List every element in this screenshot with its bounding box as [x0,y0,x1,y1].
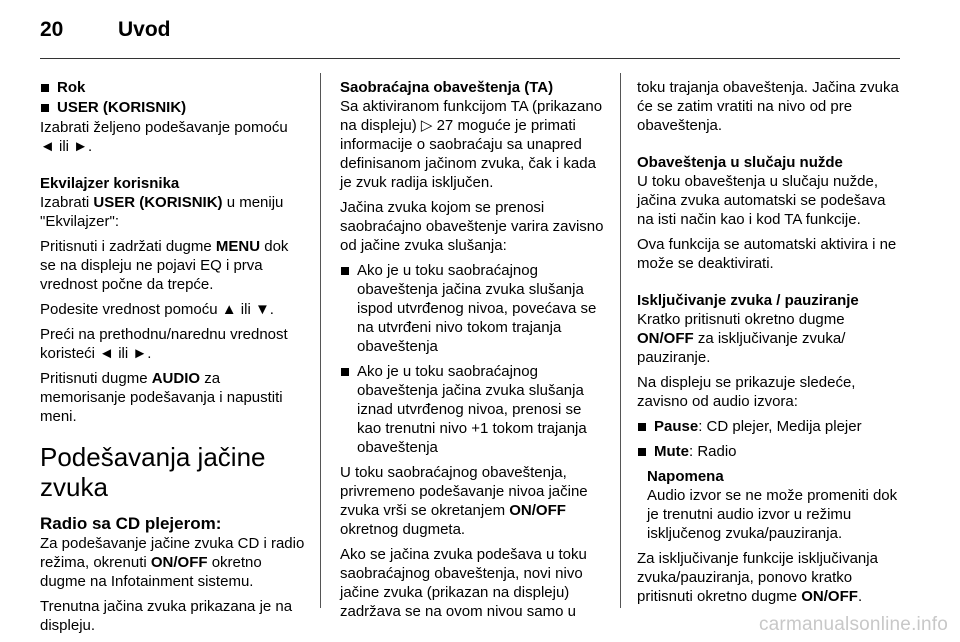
text: za memorisanje podešavanja i napustiti meni. [40,370,283,425]
column-divider-2 [620,73,621,608]
text: u meniju "Ekvilajzer": [40,194,284,230]
bold-text: USER (KORISNIK) [93,194,223,211]
bold-text: Pause [654,418,699,435]
column-3 [637,78,903,612]
paragraph: toku trajanja obaveštenja. Jačina zvuka će se zatim vratiti na nivo od pre obaveštenja. [637,79,899,134]
chapter-heading: Podešavanja jačine zvuka [40,442,266,502]
bullet-square-icon [341,267,349,275]
section-heading: Saobraćajna obaveštenja (TA) [340,79,554,96]
chapter-title: Uvod [118,18,171,41]
paragraph [40,193,308,231]
text: : CD plejer, Medija plejer [698,418,862,435]
list-item [637,417,903,436]
paragraph: Ova funkcija se automatski aktivira i ne može se deaktivirati. [637,236,897,272]
text: . [857,588,863,605]
bold-text: ON/OFF [801,588,858,605]
paragraph: Na displeju se prikazuje sledeće, zavisno od audio izvora: [637,374,856,410]
text: okretno dugme na Infotainment sistemu. [40,554,262,590]
bullet-rok: Rok [57,79,86,96]
text: Izabrati željeno podešavanje pomoću [40,119,288,136]
bullet-square-icon [638,423,646,431]
paragraph [340,463,606,539]
paragraph [637,310,903,367]
paragraph: Jačina zvuka kojom se prenosi saobraćajno obaveštenje varira zavisno od jačine zvuka slušanja: [340,199,604,254]
text: dok se na displeju ne pojavi EQ i prva vrednost počne da trepće. [40,238,289,293]
text: Ako je u toku saobraćajnog obaveštenja jačina zvuka slušanja iznad utvrđenog nivoa, prenosi se kao trenutni nivo +1 tokom trajanja obaveštenja [357,363,587,456]
bullet-square-icon [41,104,49,112]
note-text: Audio izvor se ne može promeniti dok je trenutni audio izvor u režimu isključenog zvuka/pauziranja. [647,487,898,542]
header-rule [40,58,900,59]
page-number: 20 [40,18,64,41]
paragraph [40,534,308,591]
text: okretnog dugmeta. [340,521,466,538]
bullet-user: USER (KORISNIK) [57,99,187,116]
text: ◄ ili ►. [40,138,93,155]
watermark: carmanualsonline.info [758,614,948,635]
page-reference[interactable]: ▷ 27 [420,117,454,134]
paragraph [340,97,606,192]
list-item [637,442,903,461]
paragraph [40,369,308,426]
text: Pritisnuti dugme [40,370,152,387]
text: za isključivanje zvuka/ pauziranje. [637,330,846,366]
paragraph: U toku obaveštenja u slučaju nužde, jačina zvuka automatski se podešava na isti način kao i kod TA funkcije. [637,173,886,228]
paragraph: Preći na prethodnu/narednu vrednost koristeći ◄ ili ►. [40,326,288,362]
bold-text: ON/OFF [637,330,694,347]
paragraph: Trenutna jačina zvuka prikazana je na displeju. [40,598,293,634]
text: U toku saobraćajnog obaveštenja, privremeno podešavanje nivoa jačine zvuka vrši se okretanjem [340,464,588,519]
text: Za isključivanje funkcije isključivanja zvuka/pauziranja, ponovo kratko pritisnuti okretno dugme [637,550,878,605]
text: Za podešavanje jačine zvuka CD i radio režima, okrenuti [40,535,305,571]
text: : Radio [689,443,737,460]
subsection-heading: Radio sa CD plejerom: [40,514,222,533]
paragraph [637,549,903,606]
list-item [340,261,606,356]
text: Sa aktiviranom funkcijom TA (prikazano na displeju) [340,98,603,134]
bullet-square-icon [41,84,49,92]
bullet-square-icon [341,368,349,376]
bold-text: ON/OFF [150,554,208,571]
list-item [40,78,308,97]
paragraph [40,118,308,156]
note-box [637,467,903,543]
bold-text: ON/OFF [509,502,566,519]
paragraph: Ako se jačina zvuka podešava u toku saobraćajnog obaveštenja, novi nivo jačine zvuka (prikazan na displeju) zadržava se na ovom nivou samo u [340,546,587,620]
paragraph [40,237,308,294]
section-heading: Ekvilajzer korisnika [40,175,180,192]
list-item [340,362,606,457]
column-divider-1 [320,73,321,608]
paragraph: Podesite vrednost pomoću ▲ ili ▼. [40,301,274,318]
section-heading: Obaveštenja u slučaju nužde [637,154,843,171]
bold-text: Mute [654,443,689,460]
note-title: Napomena [647,468,724,485]
bullet-square-icon [638,448,646,456]
bold-text: AUDIO [151,370,201,387]
text: Kratko pritisnuti okretno dugme [637,311,845,328]
text: Pritisnuti i zadržati dugme [40,238,216,255]
section-heading: Isključivanje zvuka / pauziranje [637,292,859,309]
text: Ako je u toku saobraćajnog obaveštenja jačina zvuka slušanja ispod utvrđenog nivoa, povećava se na utvrđeni nivo tokom trajanja obaveštenja [357,262,597,355]
column-1 [40,78,308,641]
bold-text: MENU [215,238,261,255]
column-2 [340,78,606,627]
text: Izabrati [40,194,94,211]
list-item [40,98,308,117]
text: moguće je primati informacije o saobraćaju sa unapred definisanom jačinom zvuka, čak i kada je zvuk radija isključen. [340,117,596,191]
